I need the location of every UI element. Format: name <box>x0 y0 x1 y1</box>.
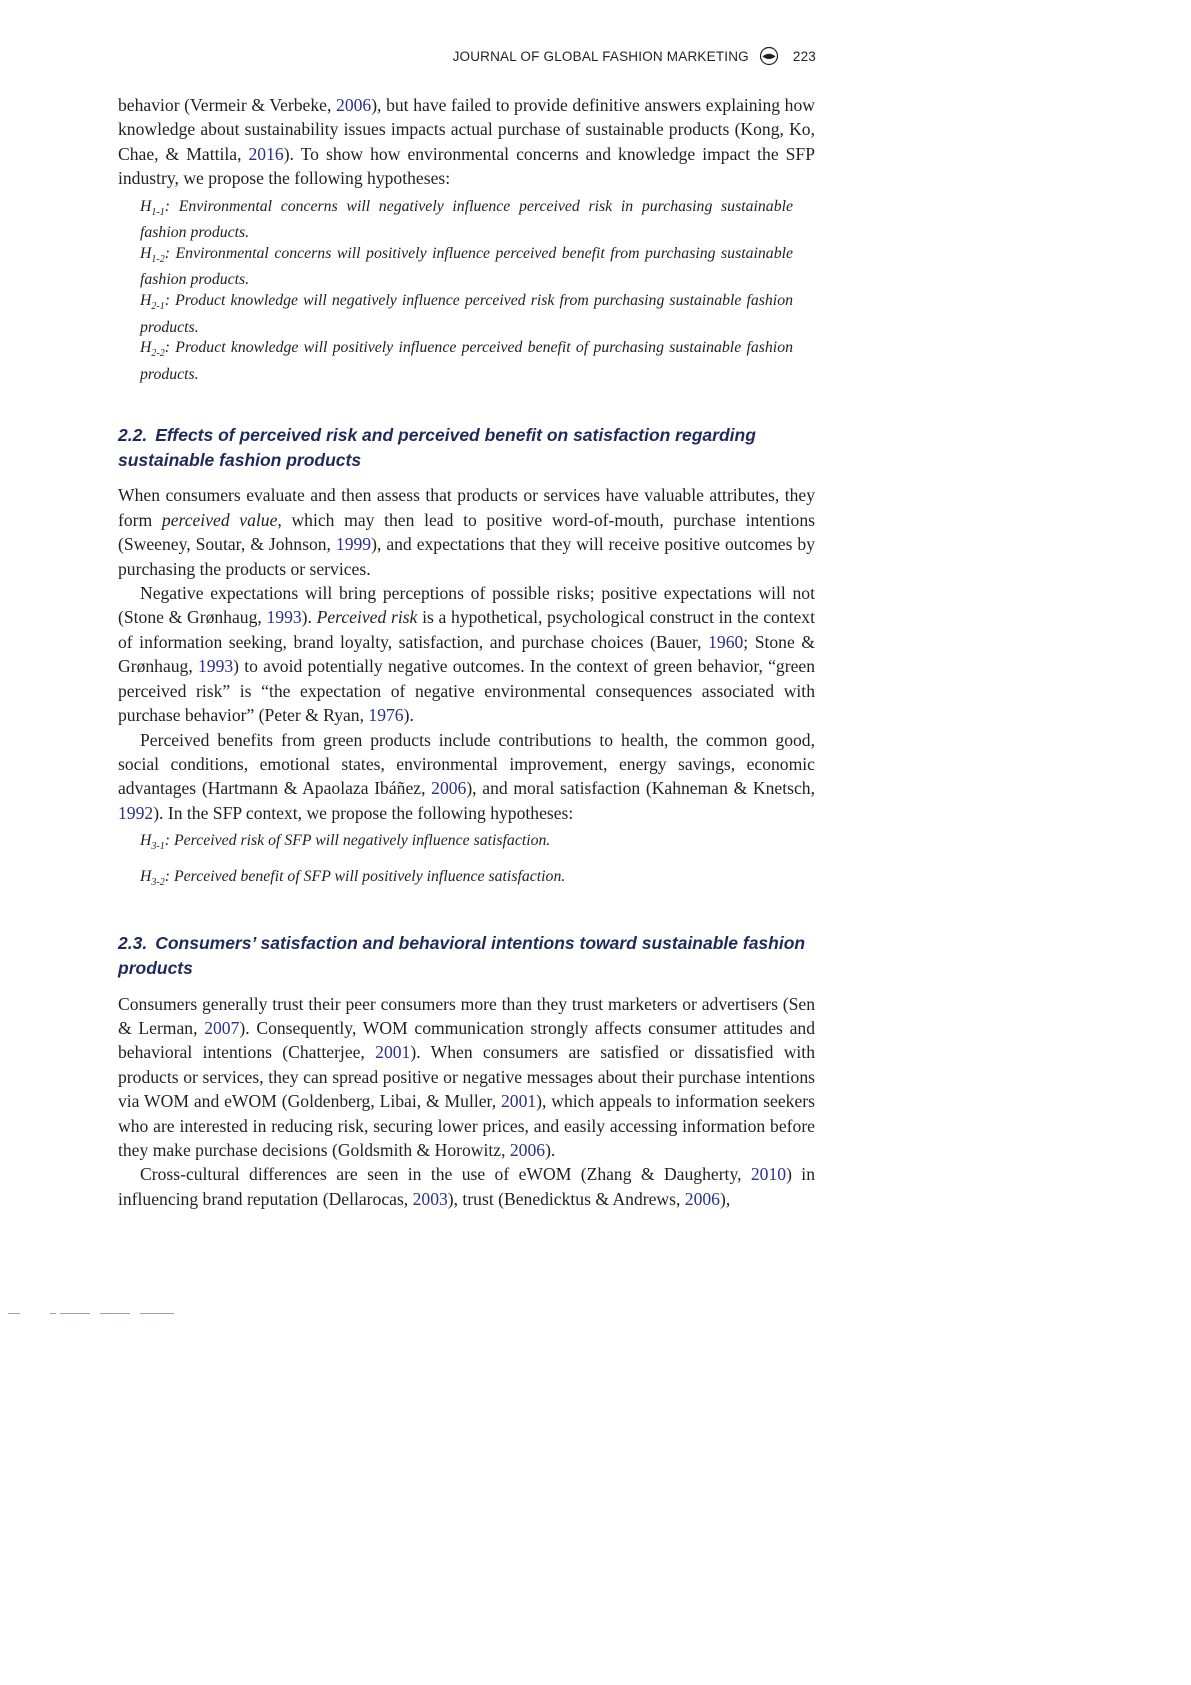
paragraph-5: Consumers generally trust their peer consumers more than they trust marketers or advertisers (Sen & Lerman, 2007). Consequently, WOM communication strongly affects consumer attitudes and behavioral intentions (Chatterjee, 2001). When consumers are satisfied or dissatisfied with products or services, they can spread positive or negative messages about their purchase intentions via WOM and eWOM (Goldenberg, Libai, & Muller, 2001), which appeals to information seekers who are interested in reducing risk, securing lower prices, and easily accessing information before they make purchase decisions (Goldsmith & Horowitz, 2006). <box>118 993 815 1161</box>
paragraph-3: Negative expectations will bring perceptions of possible risks; positive expectations will not (Stone & Grønhaug, 1993). Perceived risk is a hypothetical, psychological construct in the context of information seeking, brand loyalty, satisfaction, and purchase choices (Bauer, 1960; Stone & Grønhaug, 1993) to avoid potentially negative outcomes. In the context of green behavior, “green perceived risk” is “the expectation of negative environmental consequences associated with purchase behavior” (Peter & Ryan, 1976). <box>118 583 815 726</box>
section-heading-2-3: 2.3. Consumers’ satisfaction and behavioral intentions toward sustainable fashion products <box>118 933 806 979</box>
hypothesis-h3-2: $H_{3-2}$: Perceived benefit of SFP will positively influence satisfaction. <box>140 867 566 888</box>
citation-link[interactable]: 2003 <box>412 1188 448 1209</box>
citation-link[interactable]: 2006 <box>336 95 372 115</box>
citation-link[interactable]: 1993 <box>266 607 302 628</box>
citation-link[interactable]: 2010 <box>750 1164 787 1185</box>
paragraph-2: When consumers evaluate and then assess that products or services have valuable attributes, they form perceived value, which may then lead to positive word-of-mouth, purchase intentions (Sweeney, Soutar, & Johnson, 1999), and expectations that they will receive positive outcomes by purchasing the products or services. <box>118 485 815 579</box>
journal-title: JOURNAL OF GLOBAL FASHION MARKETING <box>452 48 749 64</box>
citation-link[interactable]: 2006 <box>684 1188 720 1209</box>
hypothesis-h2-1: $H_{2-1}$: Product knowledge will negatively influence perceived risk from purchasing sustainable fashion products. <box>140 291 793 336</box>
citation-link[interactable]: 1999 <box>335 534 372 555</box>
hypothesis-h3-1: $H_{3-1}$: Perceived risk of SFP will negatively influence satisfaction. <box>140 832 551 853</box>
citation-link[interactable]: 2016 <box>248 143 284 164</box>
running-head <box>453 46 816 66</box>
scan-artifact-marks <box>8 1311 168 1315</box>
section-heading-2-2: 2.2. Effects of perceived risk and perceived benefit on satisfaction regarding sustainable fashion products <box>118 425 756 470</box>
citation-link[interactable]: 1992 <box>118 802 154 823</box>
hypotheses-list-2 <box>118 831 815 893</box>
citation-link[interactable]: 2006 <box>431 778 467 799</box>
hypothesis-h1-1: $H_{1-1}$: Environmental concerns will negatively influence perceived risk in purchasing sustainable fashion products. <box>140 197 793 242</box>
hypothesis-h2-2: $H_{2-2}$: Product knowledge will positively influence perceived benefit of purchasing sustainable fashion products. <box>140 339 793 383</box>
citation-link[interactable]: 2001 <box>375 1042 411 1063</box>
page-number: 223 <box>792 48 816 64</box>
citation-link[interactable]: 1960 <box>708 631 744 652</box>
citation-link[interactable]: 2007 <box>204 1018 240 1039</box>
hypotheses-list-1 <box>118 197 815 386</box>
body-text <box>118 93 815 1211</box>
hypothesis-h1-2: $H_{1-2}$: Environmental concerns will positively influence perceived benefit from purchasing sustainable fashion products. <box>140 244 793 289</box>
paragraph-1: behavior (Vermeir & Verbeke, 2006), but have failed to provide definitive answers explaining how knowledge about sustainability issues impacts actual purchase of sustainable products (Kong, Ko, Chae, & Mattila, 2016). To show how environmental concerns and knowledge impact the SFP industry, we propose the following hypotheses: <box>118 95 815 189</box>
publisher-logo-icon <box>759 46 779 66</box>
citation-link[interactable]: 1993 <box>197 656 234 677</box>
paragraph-6: Cross-cultural differences are seen in the use of eWOM (Zhang & Daugherty, 2010) in influencing brand reputation (Dellarocas, 2003), trust (Benedicktus & Andrews, 2006), <box>118 1164 815 1209</box>
citation-link[interactable]: 2006 <box>509 1140 546 1161</box>
citation-link[interactable]: 1976 <box>368 705 404 726</box>
citation-link[interactable]: 2001 <box>500 1091 537 1112</box>
paragraph-4: Perceived benefits from green products include contributions to health, the common good, social conditions, emotional states, environmental improvement, energy savings, economic advantages (Hartmann & Apaolaza Ibáñez, 2006), and moral satisfaction (Kahneman & Knetsch, 1992). In the SFP context, we propose the following hypotheses: <box>118 729 815 823</box>
